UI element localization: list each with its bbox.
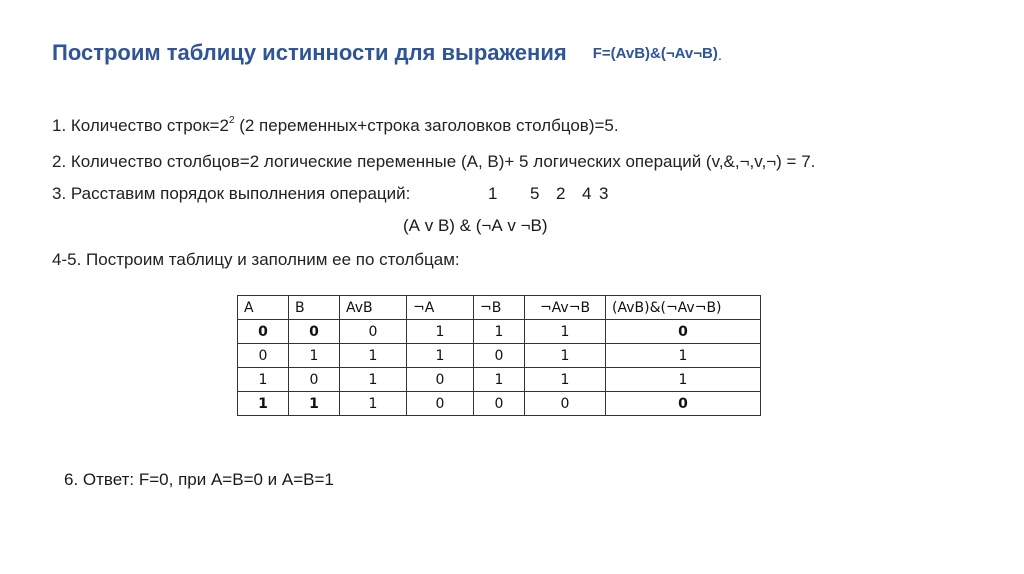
table-cell: 0: [407, 392, 474, 416]
order-number: 4: [582, 184, 592, 203]
expression: (А v В) & (¬А v ¬В): [403, 216, 548, 235]
truth-table: [237, 295, 761, 416]
table-cell: 1: [407, 344, 474, 368]
table-cell: 0: [289, 320, 340, 344]
title-period: .: [717, 47, 723, 64]
step-1-suffix: (2 переменных+строка заголовков столбцов)=5.: [234, 116, 619, 135]
table-cell: 0: [340, 320, 407, 344]
column-header: AvB: [340, 296, 407, 320]
table-cell: 1: [289, 392, 340, 416]
column-header: ¬Av¬B: [525, 296, 606, 320]
step-1-prefix: 1. Количество строк=2: [52, 116, 229, 135]
step-1-exponent: 2: [228, 115, 235, 127]
slide-title: [52, 40, 722, 66]
table-cell: 1: [606, 344, 761, 368]
table-cell: 1: [238, 392, 289, 416]
table-header-row: [238, 296, 761, 320]
table-row: [238, 368, 761, 392]
table-cell: 1: [474, 320, 525, 344]
table-cell: 1: [407, 320, 474, 344]
order-number: 5: [530, 184, 540, 203]
step-3: 3. Расставим порядок выполнения операций:: [52, 184, 411, 203]
order-number: 1: [488, 184, 498, 203]
title-formula: F=(AvB)&(¬Av¬B): [592, 45, 718, 62]
step-4: 4-5. Построим таблицу и заполним ее по столбцам:: [52, 250, 460, 269]
table-cell: 1: [238, 368, 289, 392]
table-cell: 1: [340, 344, 407, 368]
table-cell: 0: [289, 368, 340, 392]
table-cell: 1: [525, 320, 606, 344]
column-header: (AvB)&(¬Av¬B): [606, 296, 761, 320]
title-text: Построим таблицу истинности для выражения: [52, 40, 567, 65]
table-cell: 0: [606, 320, 761, 344]
table-row: [238, 392, 761, 416]
column-header: A: [238, 296, 289, 320]
table-cell: 0: [238, 320, 289, 344]
table-cell: 1: [340, 368, 407, 392]
column-header: B: [289, 296, 340, 320]
table-cell: 1: [525, 344, 606, 368]
table-cell: 0: [474, 392, 525, 416]
table-row: [238, 344, 761, 368]
step-1: [52, 116, 619, 136]
table-cell: 1: [474, 368, 525, 392]
table-cell: 0: [407, 368, 474, 392]
order-number: 3: [599, 184, 609, 203]
column-header: ¬A: [407, 296, 474, 320]
table-cell: 0: [238, 344, 289, 368]
table-cell: 1: [340, 392, 407, 416]
table-cell: 1: [606, 368, 761, 392]
step-2: 2. Количество столбцов=2 логические переменные (А, В)+ 5 логических операций (v,&,¬,v,¬) = 7.: [52, 152, 816, 171]
table-row: [238, 320, 761, 344]
table-cell: 1: [525, 368, 606, 392]
table-cell: 1: [289, 344, 340, 368]
column-header: ¬B: [474, 296, 525, 320]
answer: 6. Ответ: F=0, при А=В=0 и А=В=1: [64, 470, 334, 489]
table-cell: 0: [474, 344, 525, 368]
table-cell: 0: [525, 392, 606, 416]
order-number: 2: [556, 184, 566, 203]
table-cell: 0: [606, 392, 761, 416]
